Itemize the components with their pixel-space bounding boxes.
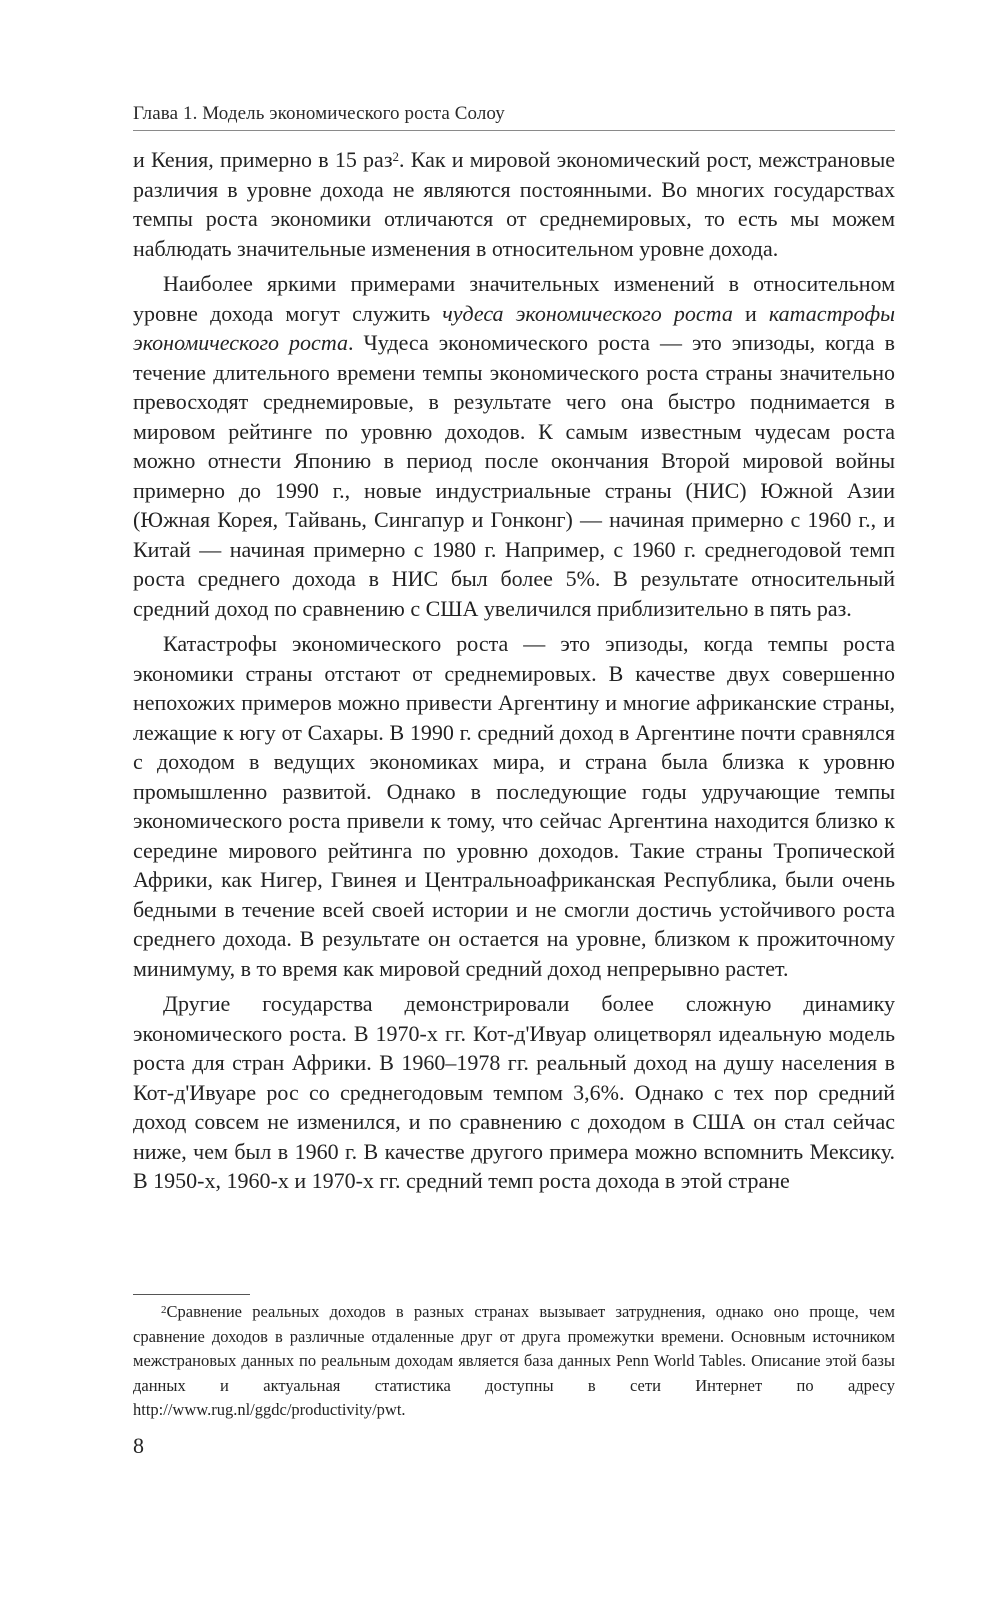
p2-text-c: . Чудеса экономического роста — это эпизоды, когда в течение длительного времени темпы экономического роста страны значительно превосходят среднемировые, в результате чего она быстро поднимается в мировом рейтинге по уровню доходов. К самым известным чудесам роста можно отнести Японию в период после окончания Второй мировой войны примерно до 1990 г., новые индустриальные страны (НИС) Южной Азии (Южная Корея, Тайвань, Сингапур и Гонконг) — начиная примерно с 1960 г., и Китай — начиная примерно с 1980 г. Например, с 1960 г. среднегодовой темп роста среднего дохода в НИС был более 5%. В результате относительный средний доход по сравнению с США увеличился приблизительно в пять раз. [133, 330, 895, 621]
footnote-marker: 2 [161, 1304, 167, 1316]
p1-text-b: . Как и мировой экономический рост, межстрановые различия в уровне дохода не являются постоянными. Во многих государствах темпы роста экономики отличаются от среднемировых, то есть мы можем наблюдать значительные изменения в относительном уровне дохода. [133, 147, 895, 261]
p1-text-a: и Кения, примерно в 15 раз [133, 147, 393, 172]
footnote-rule [133, 1294, 250, 1295]
footnote-text-block [133, 1300, 895, 1423]
p2-italic-1: чудеса экономического роста [442, 300, 733, 326]
header-rule [133, 130, 895, 131]
footnote-ref: 2 [392, 149, 400, 164]
paragraph-1 [133, 145, 895, 263]
body-text [133, 145, 895, 1196]
page-number: 8 [133, 1433, 144, 1458]
paragraph-3: Катастрофы экономического роста — это эпизоды, когда темпы роста экономики страны отстают от среднемировых. В качестве двух совершенно непохожих примеров можно привести Аргентину и многие африканские страны, лежащие к югу от Сахары. В 1990 г. средний доход в Аргентине почти сравнялся с доходом в ведущих экономиках мира, и страна была близка к уровню промышленно развитой. Однако в последующие годы удручающие темпы экономического роста привели к тому, что сейчас Аргентина находится близко к середине мирового рейтинга по уровню доходов. Такие страны Тропической Африки, как Нигер, Гвинея и Центральноафриканская Республика, были очень бедными в течение всей своей истории и не смогли достичь устойчивого роста среднего дохода. В результате он остается на уровне, близком к прожиточному минимуму, в то время как мировой средний доход непрерывно растет. [133, 631, 895, 981]
running-head: Глава 1. Модель экономического роста Солоу [133, 103, 505, 124]
footnote [133, 1300, 895, 1423]
p2-text-b: и [732, 300, 769, 326]
p2-italic-2: катастрофы экономического роста [133, 300, 895, 355]
footnote-text: Сравнение реальных доходов в разных странах вызывает затруднения, однако оно проще, чем сравнение доходов в различные отдаленные друг от друга промежутки времени. Основным источником межстрановых данных по реальным доходам является база данных Penn World Tables. Описание этой базы данных и актуальная статистика доступны в сети Интернет по адресу http://www.rug.nl/ggdc/productivity/pwt. [133, 1302, 895, 1419]
paragraph-4: Другие государства демонстрировали более сложную динамику экономического роста. В 1970-х гг. Кот-д'Ивуар олицетворял идеальную модель роста для стран Африки. В 1960–1978 гг. реальный доход на душу населения в Кот-д'Ивуаре рос со среднегодовым темпом 3,6%. Однако с тех пор средний доход совсем не изменился, и по сравнению с доходом в США он стал сейчас ниже, чем был в 1960 г. В качестве другого примера можно вспомнить Мексику. В 1950-х, 1960-х и 1970-х гг. средний темп роста дохода в этой стране [133, 991, 895, 1193]
p2-text-a: Наиболее яркими примерами значительных изменений в относительном уровне дохода могут служить [133, 271, 895, 326]
paragraph-2 [133, 269, 895, 623]
